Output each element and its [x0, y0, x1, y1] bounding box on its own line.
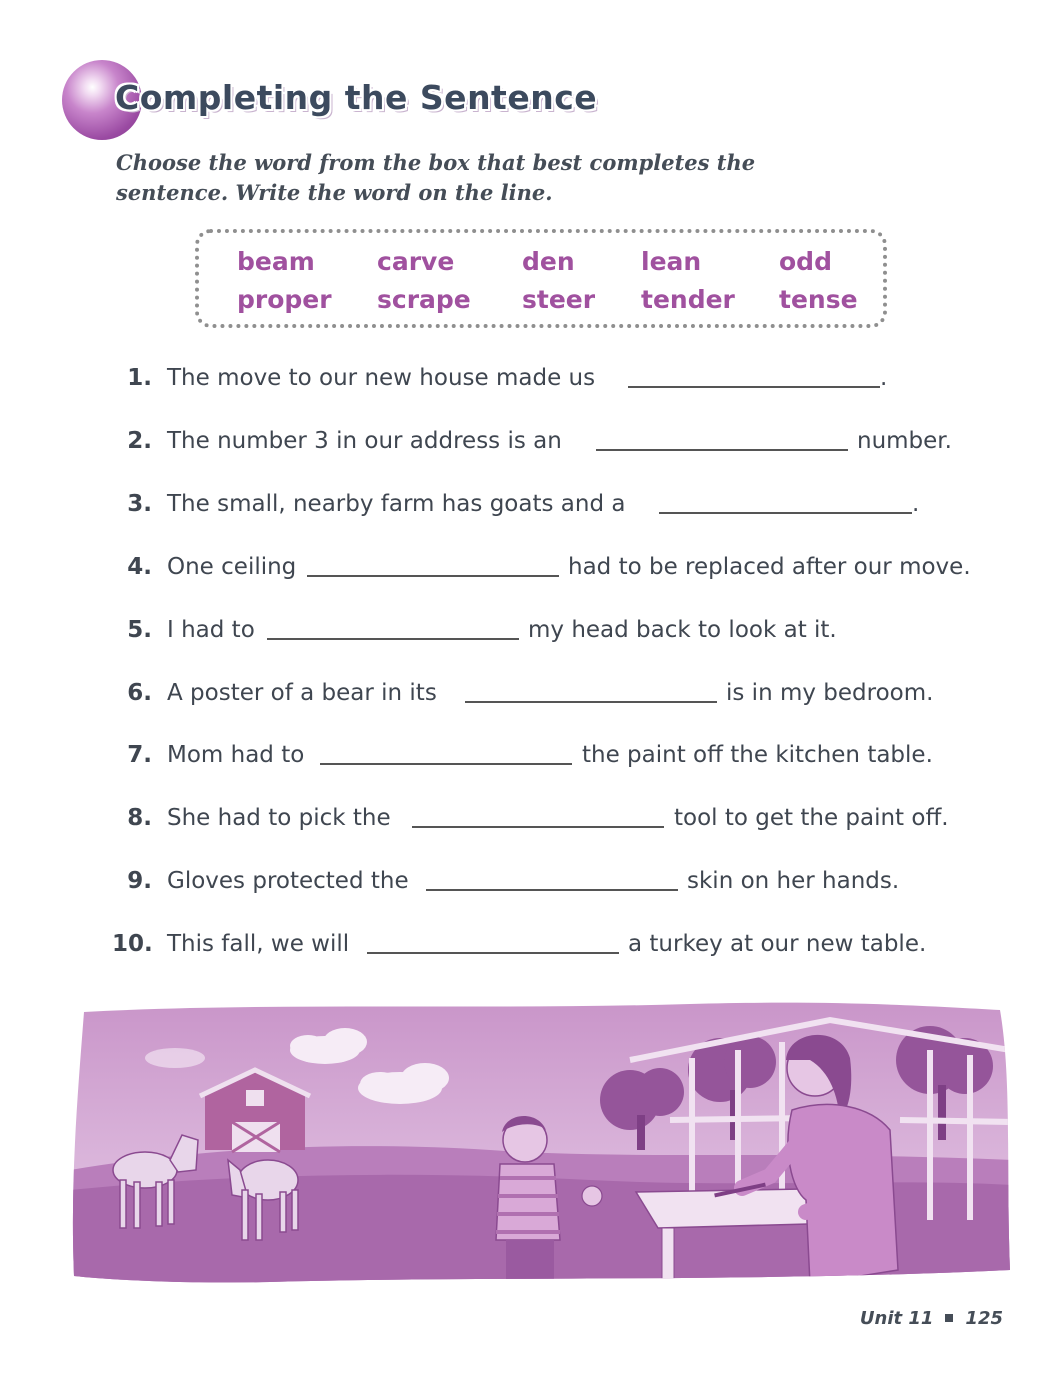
word-box-word: scrape	[377, 285, 471, 314]
question-text-before: A poster of a bear in its	[167, 680, 437, 706]
answer-blank[interactable]	[367, 952, 619, 954]
page-footer	[860, 1308, 1003, 1329]
question-number: 5.	[127, 617, 152, 643]
answer-blank[interactable]	[628, 386, 880, 388]
farm-scene-image	[70, 1000, 1012, 1284]
word-box-word: carve	[377, 247, 455, 276]
answer-blank[interactable]	[659, 512, 912, 514]
question-text-before: The small, nearby farm has goats and a	[167, 491, 626, 517]
question-text-after: is in my bedroom.	[726, 680, 934, 706]
question-number: 8.	[127, 805, 152, 831]
question-text-after: number.	[857, 428, 952, 454]
question-8	[0, 803, 1049, 843]
question-3	[0, 489, 1049, 529]
question-4	[0, 552, 1049, 592]
answer-blank[interactable]	[465, 701, 717, 703]
question-text-after: my head back to look at it.	[528, 617, 837, 643]
farm-illustration	[70, 1000, 1012, 1284]
word-box-word: den	[522, 247, 575, 276]
question-text-before: The number 3 in our address is an	[167, 428, 562, 454]
question-number: 10.	[112, 931, 153, 957]
question-text-before: This fall, we will	[167, 931, 350, 957]
page-number: 125	[965, 1308, 1003, 1329]
answer-blank[interactable]	[426, 889, 678, 891]
word-box-word: tender	[641, 285, 735, 314]
question-text-before: I had to	[167, 617, 255, 643]
question-text-after: had to be replaced after our move.	[568, 554, 971, 580]
question-6	[0, 678, 1049, 718]
answer-blank[interactable]	[412, 826, 664, 828]
page-header	[62, 60, 662, 142]
question-text-before: The move to our new house made us	[167, 365, 596, 391]
question-number: 6.	[127, 680, 152, 706]
question-text-after: skin on her hands.	[687, 868, 900, 894]
question-text-after: tool to get the paint off.	[674, 805, 949, 831]
answer-blank[interactable]	[307, 575, 559, 577]
question-5	[0, 615, 1049, 655]
question-10	[0, 929, 1049, 969]
question-9	[0, 866, 1049, 906]
question-7	[0, 740, 1049, 780]
word-box-word: tense	[779, 285, 858, 314]
instructions-text: Choose the word from the box that best completes the sentence. Write the word on the line.	[116, 150, 756, 205]
question-text-after: a turkey at our new table.	[628, 931, 927, 957]
answer-blank[interactable]	[596, 449, 848, 451]
question-text-before: She had to pick the	[167, 805, 391, 831]
question-text-after: .	[880, 365, 888, 391]
word-box-word: steer	[522, 285, 596, 314]
answer-blank[interactable]	[267, 638, 519, 640]
question-text-before: Gloves protected the	[167, 868, 409, 894]
question-number: 2.	[127, 428, 152, 454]
question-number: 7.	[127, 742, 152, 768]
answer-blank[interactable]	[320, 763, 572, 765]
question-number: 9.	[127, 868, 152, 894]
question-text-after: .	[912, 491, 920, 517]
question-number: 3.	[127, 491, 152, 517]
unit-label: Unit 11	[859, 1308, 934, 1329]
word-box-word: odd	[779, 247, 832, 276]
question-text-before: One ceiling	[167, 554, 297, 580]
question-number: 4.	[127, 554, 152, 580]
word-box-word: beam	[237, 247, 315, 276]
question-2	[0, 426, 1049, 466]
square-bullet-icon	[945, 1314, 953, 1322]
word-box	[195, 229, 887, 328]
question-text-after: the paint off the kitchen table.	[582, 742, 933, 768]
page-title: Completing the Sentence	[115, 78, 598, 117]
question-number: 1.	[127, 365, 152, 391]
question-text-before: Mom had to	[167, 742, 305, 768]
word-box-word: proper	[237, 285, 332, 314]
word-box-word: lean	[641, 247, 702, 276]
question-1	[0, 363, 1049, 403]
